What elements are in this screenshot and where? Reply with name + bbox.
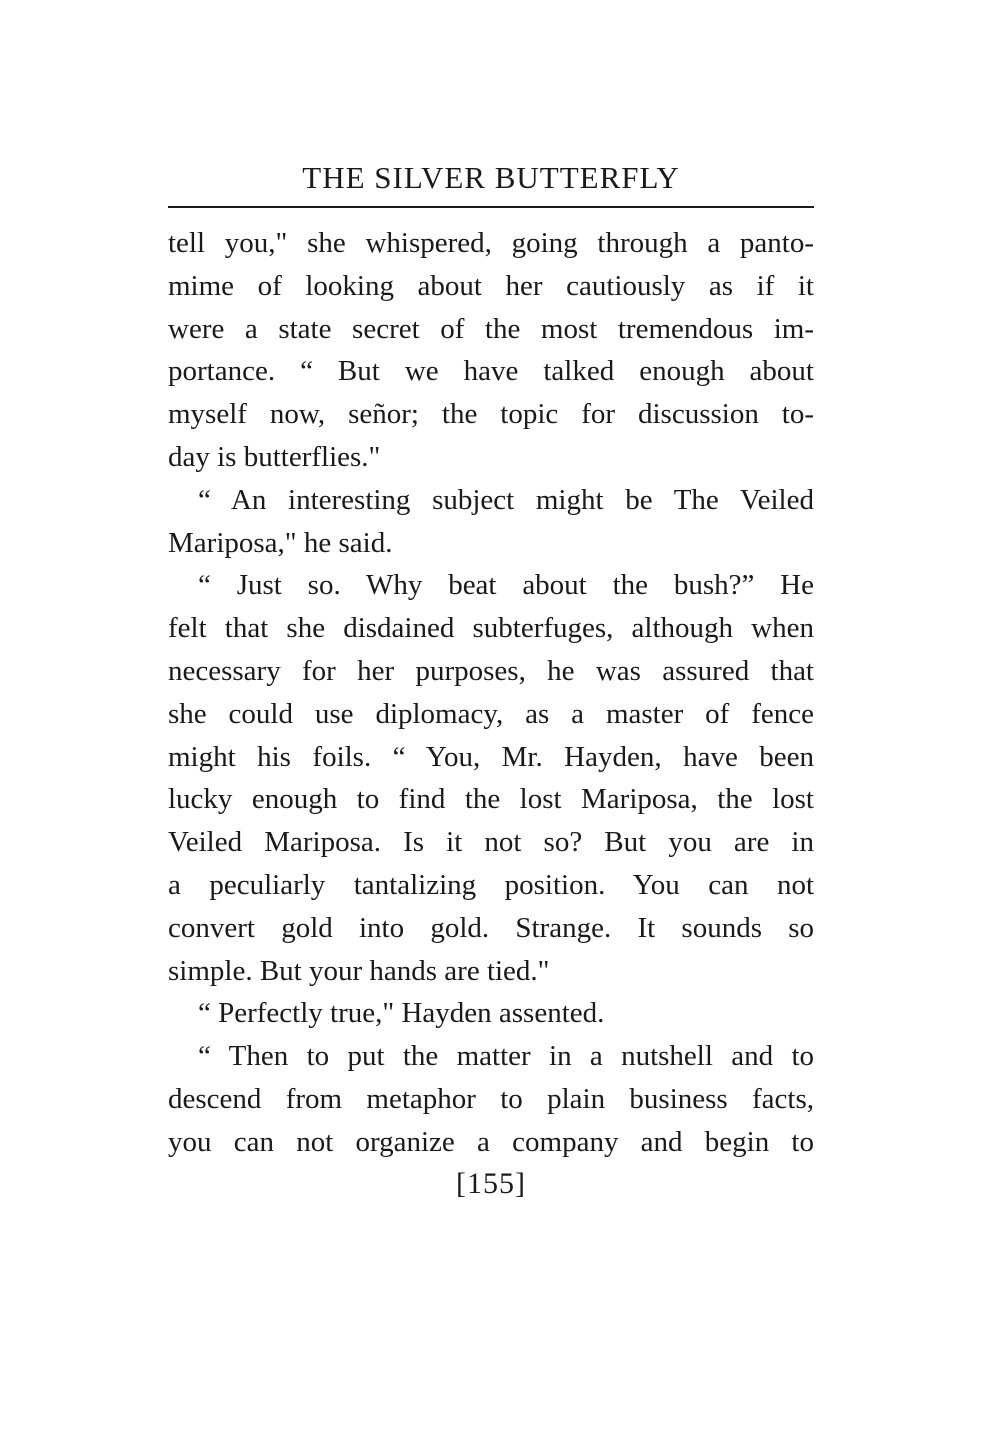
text-line: convert gold into gold. Strange. It sounds so	[168, 911, 814, 944]
text-line: Mariposa," he said.	[168, 526, 393, 559]
text-line: might his foils. “ You, Mr. Hayden, have been	[168, 740, 814, 773]
text-line: “ Just so. Why beat about the bush?” He	[198, 569, 814, 602]
text-line: mime of looking about her cautiously as if it	[168, 269, 814, 302]
text-line: were a state secret of the most tremendous im-	[168, 312, 814, 345]
text-line: “ Then to put the matter in a nutshell and to	[198, 1040, 814, 1073]
text-line: day is butterflies."	[168, 440, 381, 473]
text-line: Veiled Mariposa. Is it not so? But you are in	[168, 826, 814, 859]
text-line: portance. “ But we have talked enough about	[168, 355, 814, 388]
running-head: THE SILVER BUTTERFLY	[302, 160, 680, 195]
text-line: she could use diplomacy, as a master of fence	[168, 697, 814, 730]
text-line: “ An interesting subject might be The Veiled	[198, 483, 814, 516]
text-line: necessary for her purposes, he was assured that	[168, 654, 814, 687]
text-line: myself now, señor; the topic for discussion to-	[168, 398, 814, 431]
text-line: simple. But your hands are tied."	[168, 954, 550, 987]
header-rule	[168, 206, 814, 208]
text-line: descend from metaphor to plain business facts,	[168, 1082, 814, 1115]
body-text	[168, 222, 814, 1164]
text-line: felt that she disdained subterfuges, although when	[168, 612, 814, 645]
text-line: you can not organize a company and begin to	[168, 1125, 814, 1158]
text-line: lucky enough to find the lost Mariposa, the lost	[168, 783, 814, 816]
text-line: “ Perfectly true," Hayden assented.	[198, 997, 605, 1030]
text-line: tell you," she whispered, going through a panto-	[168, 227, 814, 259]
page-number: [155]	[456, 1167, 526, 1200]
text-line: a peculiarly tantalizing position. You can not	[168, 868, 814, 901]
